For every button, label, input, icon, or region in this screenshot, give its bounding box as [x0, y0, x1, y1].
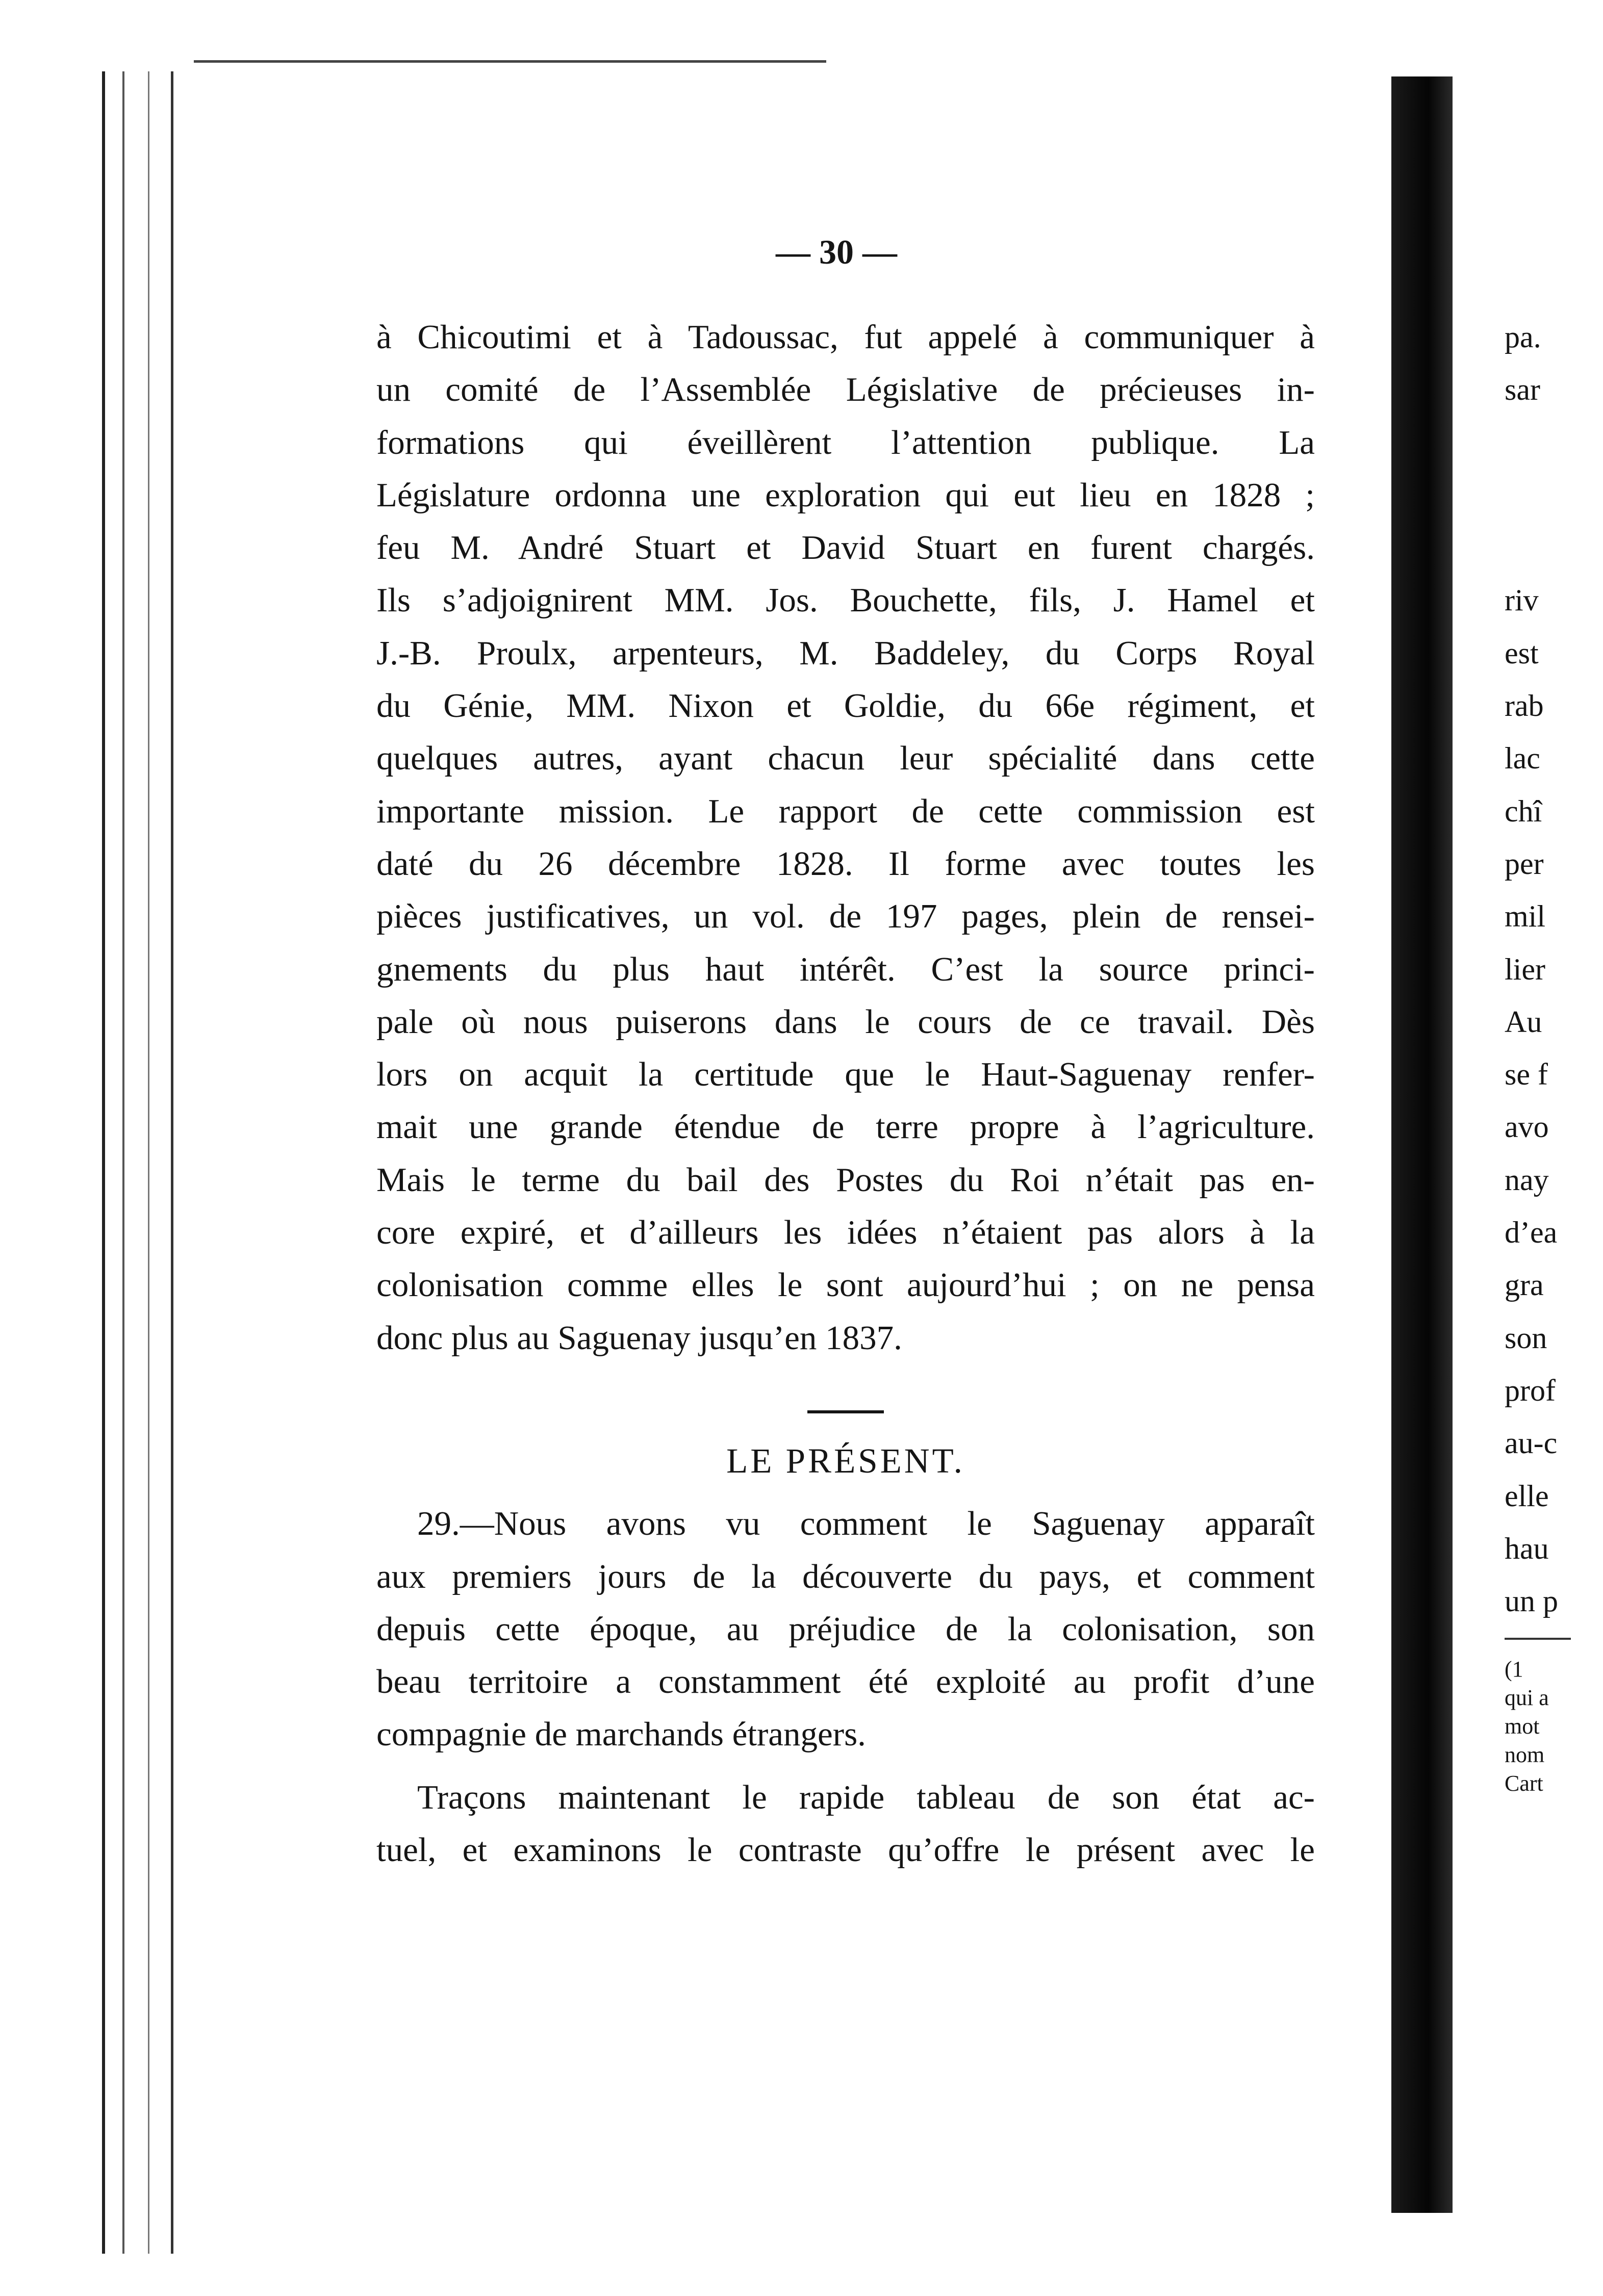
facing-page-line: pa.: [1505, 320, 1541, 354]
text-line: beau territoire a constamment été exploité au profit d’une: [376, 1663, 1315, 1701]
text-line: un comité de l’Assemblée Législative de précieuses in-: [376, 371, 1315, 409]
facing-page-line: [1505, 417, 1601, 469]
binding-gutter-shadow: [1391, 76, 1453, 2213]
facing-page-line: au-c: [1505, 1426, 1558, 1460]
text-line: 29.—Nous avons vu comment le Saguenay apparaît: [417, 1505, 1315, 1543]
text-line: à Chicoutimi et à Tadoussac, fut appelé à communiquer à: [376, 318, 1315, 356]
facing-page-line: [1505, 469, 1601, 522]
text-line: donc plus au Saguenay jusqu’en 1837.: [376, 1319, 902, 1357]
text-line: du Génie, MM. Nixon et Goldie, du 66e régiment, et: [376, 687, 1315, 725]
text-line: colonisation comme elles le sont aujourd’hui ; on ne pensa: [376, 1266, 1315, 1304]
facing-page-line: lier: [1505, 952, 1545, 986]
text-line: lors on acquit la certitude que le Haut-Saguenay renfer-: [376, 1055, 1315, 1094]
scan-left-edge: [102, 71, 194, 2254]
text-line: importante mission. Le rapport de cette commission est: [376, 792, 1315, 830]
facing-page-line: gra: [1505, 1268, 1544, 1302]
facing-page-line: nay: [1505, 1163, 1549, 1197]
facing-footnote-line: qui a: [1505, 1685, 1549, 1711]
facing-page-line: chî: [1505, 794, 1542, 828]
section-divider: [807, 1410, 884, 1413]
footnote-rule: [1505, 1638, 1571, 1640]
facing-page-line: se f: [1505, 1057, 1548, 1092]
text-line: gnements du plus haut intérêt. C’est la source princi-: [376, 950, 1315, 988]
text-line: Législature ordonna une exploration qui eut lieu en 1828 ;: [376, 476, 1315, 514]
text-line: pièces justificatives, un vol. de 197 pages, plein de rensei-: [376, 897, 1315, 936]
facing-page-line: un p: [1505, 1584, 1558, 1618]
text-line: mait une grande étendue de terre propre à l’agriculture.: [376, 1108, 1315, 1146]
text-line: J.-B. Proulx, arpenteurs, M. Baddeley, du Corps Royal: [376, 634, 1315, 672]
facing-footnote-line: Cart: [1505, 1771, 1543, 1796]
text-line: daté du 26 décembre 1828. Il forme avec toutes les: [376, 844, 1315, 883]
facing-page-line: per: [1505, 846, 1544, 881]
facing-page-line: est: [1505, 636, 1539, 670]
facing-page-line: d’ea: [1505, 1216, 1558, 1250]
facing-footnote-line: nom: [1505, 1742, 1545, 1768]
facing-page-line: prof: [1505, 1373, 1556, 1407]
facing-page-line: riv: [1505, 583, 1539, 617]
facing-page-line: [1505, 522, 1601, 574]
facing-page-line: sar: [1505, 373, 1540, 407]
facing-page-line: Au: [1505, 1004, 1542, 1039]
facing-footnote-line: mot: [1505, 1714, 1540, 1739]
facing-page-line: lac: [1505, 741, 1540, 776]
text-line: pale où nous puiserons dans le cours de ce travail. Dès: [376, 1002, 1315, 1041]
text-line: core expiré, et d’ailleurs les idées n’étaient pas alors à la: [376, 1214, 1315, 1252]
text-line: compagnie de marchands étrangers.: [376, 1715, 866, 1753]
facing-footnote-line: (1: [1505, 1657, 1523, 1682]
facing-page-line: mil: [1505, 899, 1546, 934]
facing-page-line: elle: [1505, 1479, 1549, 1513]
section-heading: LE PRÉSENT.: [726, 1441, 965, 1480]
scan-top-rule: [194, 60, 826, 63]
text-line: depuis cette époque, au préjudice de la colonisation, son: [376, 1610, 1315, 1648]
text-line: aux premiers jours de la découverte du pays, et comment: [376, 1557, 1315, 1595]
facing-page-line: son: [1505, 1321, 1547, 1355]
text-line: tuel, et examinons le contraste qu’offre le présent avec le: [376, 1831, 1315, 1869]
main-text-column: [376, 311, 1315, 1876]
facing-page-line: avo: [1505, 1110, 1549, 1144]
facing-page-line: hau: [1505, 1531, 1549, 1565]
page-number: — 30 —: [776, 233, 897, 271]
text-line: Traçons maintenant le rapide tableau de son état ac-: [417, 1778, 1315, 1816]
text-line: Ils s’adjoignirent MM. Jos. Bouchette, fils, J. Hamel et: [376, 581, 1315, 620]
text-line: Mais le terme du bail des Postes du Roi n’était pas en-: [376, 1160, 1315, 1199]
facing-page-fragment: [1505, 311, 1601, 1798]
text-line: quelques autres, ayant chacun leur spécialité dans cette: [376, 739, 1315, 778]
text-line: formations qui éveillèrent l’attention publique. La: [376, 423, 1315, 461]
text-line: feu M. André Stuart et David Stuart en furent chargés.: [376, 529, 1315, 567]
facing-page-line: rab: [1505, 689, 1544, 723]
